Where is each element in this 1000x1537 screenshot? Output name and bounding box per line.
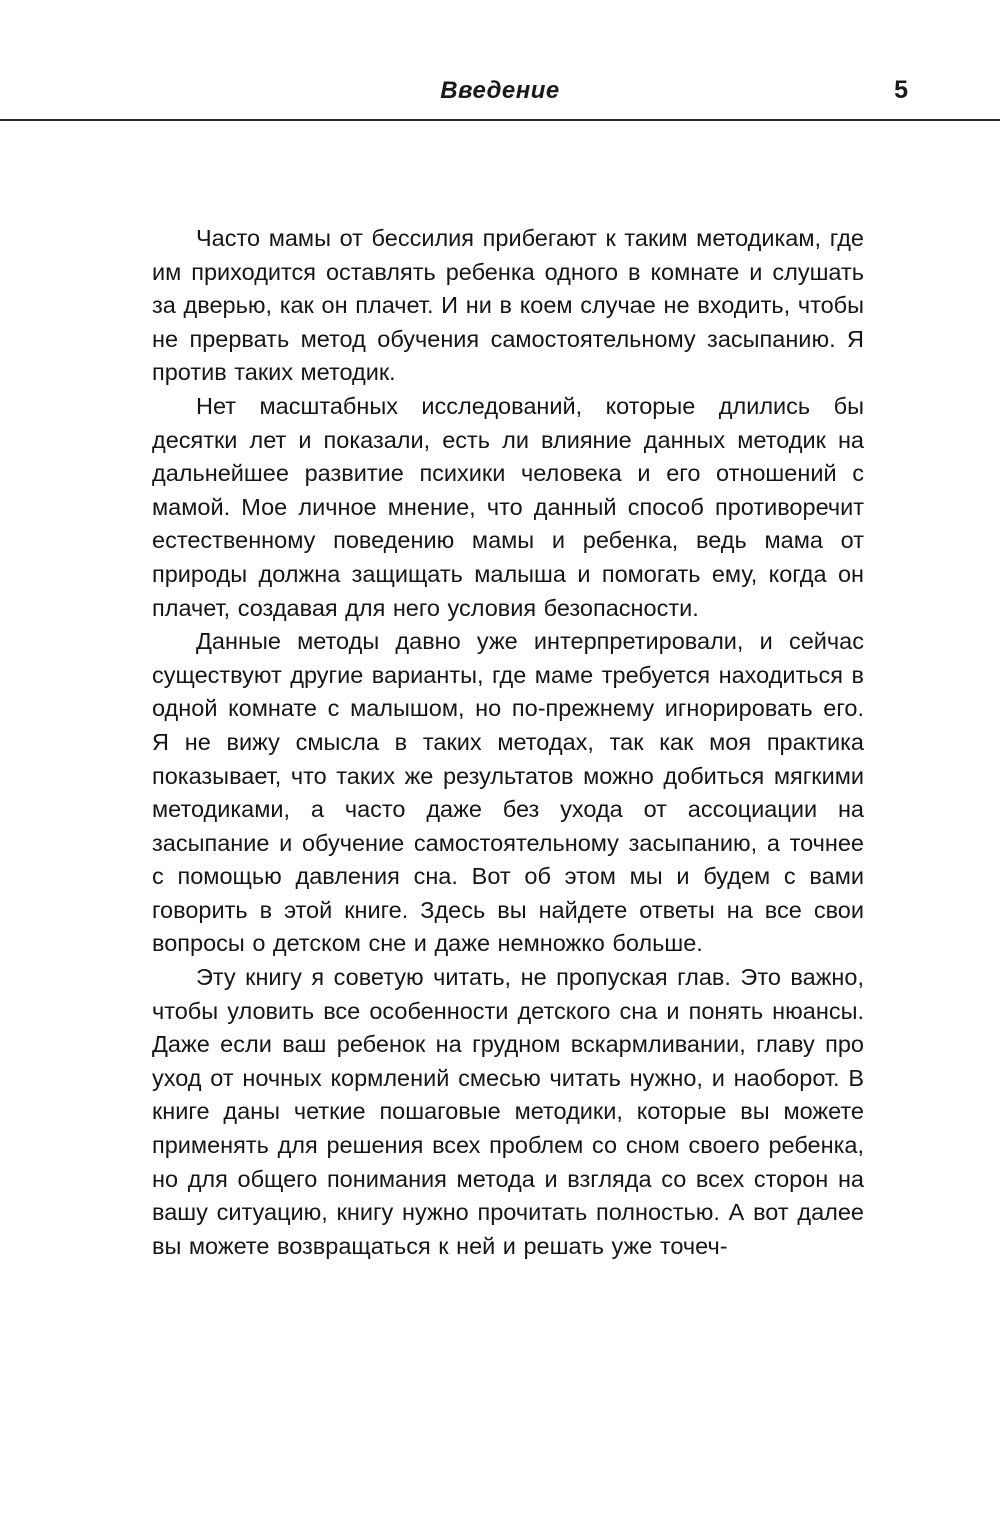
paragraph: Нет масштабных исследований, которые длились бы десятки лет и показали, есть ли влияние данных методик на дальнейшее развитие психики человека и его отношений с мамой. Мое личное мнение, что данный способ противоречит естественному поведению мамы и ребенка, ведь мама от природы должна защищать малыша и помогать ему, когда он плачет, создавая для него условия безопасности. (152, 392, 864, 621)
paragraph: Эту книгу я советую читать, не пропуская глав. Это важно, чтобы уловить все особенности детского сна и понять нюансы. Даже если ваш ребенок на грудном вскармливании, главу про уход от ночных кормлений смесью читать нужно, и наоборот. В книге даны четкие пошаговые методики, которые вы можете применять для решения всех проблем со сном своего ребенка, но для общего понимания метода и взгляда со всех сторон на вашу ситуацию, книгу нужно прочитать полностью. А вот далее вы можете возвращаться к ней и решать уже точеч- (152, 964, 864, 1259)
page-body (152, 222, 864, 1263)
paragraph: Часто мамы от бессилия прибегают к таким методикам, где им приходится оставлять ребенка одного в комнате и слушать за дверью, как он плачет. И ни в коем случае не входить, чтобы не прервать метод обучения самостоятельному засыпанию. Я против таких методик. (152, 225, 864, 386)
paragraph: Данные методы давно уже интерпретировали, и сейчас существуют другие варианты, где маме требуется находиться в одной комнате с малышом, но по-прежнему игнорировать его. Я не вижу смысла в таких методах, так как моя практика показывает, что таких же результатов можно добиться мягкими методиками, а часто даже без ухода от ассоциации на засыпание и обучение самостоятельному засыпанию, а точнее с помощью давления сна. Вот об этом мы и будем с вами говорить в этой книге. Здесь вы найдете ответы на все свои вопросы о детском сне и даже немножко больше. (152, 628, 864, 957)
running-head (0, 0, 1000, 121)
page-number: 5 (894, 76, 908, 104)
chapter-title: Введение (440, 77, 560, 104)
